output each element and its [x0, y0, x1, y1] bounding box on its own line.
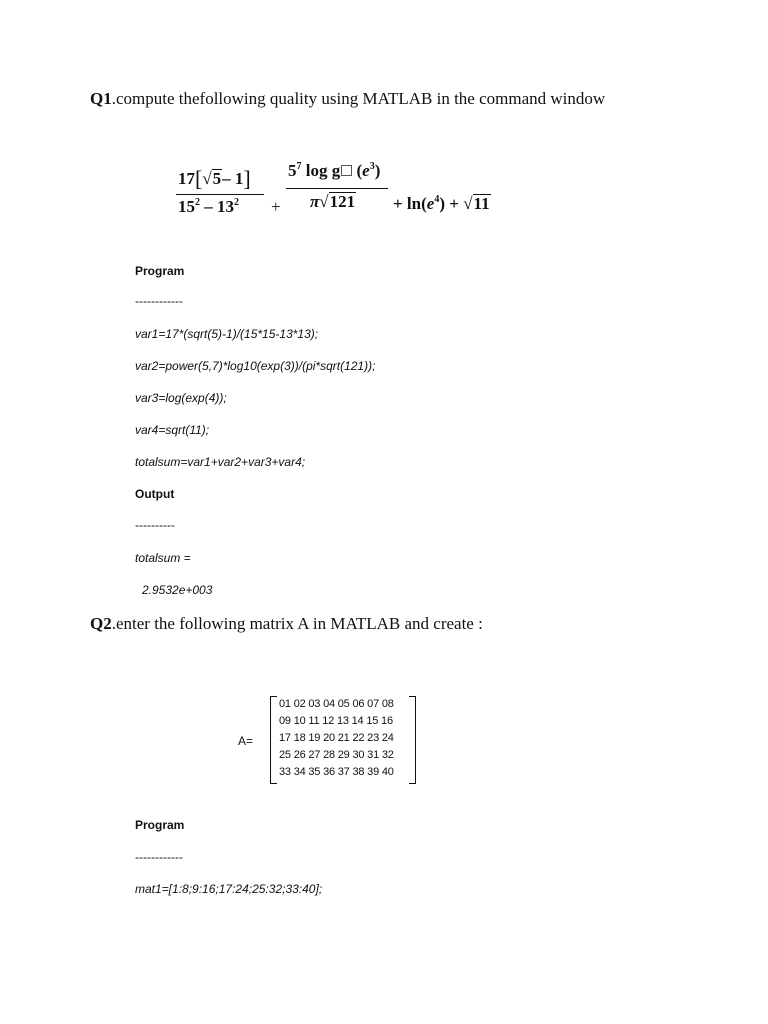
matrix-a — [270, 696, 416, 784]
code-line: var2=power(5,7)*log10(exp(3))/(pi*sqrt(121)); — [135, 359, 376, 373]
term2-denominator — [310, 192, 356, 212]
term1-root: 5 — [212, 169, 222, 188]
q1-number: Q1 — [90, 89, 112, 108]
pi-symbol: π — [310, 192, 320, 211]
q2-heading — [90, 614, 483, 634]
code-line: mat1=[1:8;9:16;17:24;25:32;33:40]; — [135, 882, 323, 896]
term3-close: ) + — [439, 194, 459, 213]
sqrt-symbol: √ — [202, 169, 212, 188]
term3-term4 — [393, 194, 491, 214]
term2-root: 121 — [329, 192, 356, 211]
plus-sign: + — [271, 197, 281, 216]
matrix-row: 17 18 19 20 21 22 23 24 — [279, 732, 394, 744]
q1-output-heading: Output — [135, 487, 175, 501]
q1-program-divider: ------------ — [135, 294, 183, 308]
left-bracket — [270, 696, 277, 784]
matrix-row: 01 02 03 04 05 06 07 08 — [279, 698, 394, 710]
exponent: 2 — [234, 197, 239, 208]
output-value: 2.9532e+003 — [142, 583, 213, 597]
q1-program-heading: Program — [135, 264, 185, 278]
code-line: var3=log(exp(4)); — [135, 391, 227, 405]
term4-root: 11 — [473, 194, 490, 213]
code-line: totalsum=var1+var2+var3+var4; — [135, 455, 306, 469]
matrix-label: A= — [238, 734, 254, 748]
term1-den-a: 15 — [178, 197, 195, 216]
q2-program-divider: ------------ — [135, 850, 183, 864]
matrix-row: 33 34 35 36 37 38 39 40 — [279, 766, 394, 778]
exponent: 2 — [195, 197, 200, 208]
q2-text: .enter the following matrix A in MATLAB and create : — [111, 614, 483, 633]
q1-output-divider: ---------- — [135, 518, 175, 532]
term1-denominator — [178, 197, 239, 217]
right-bracket — [409, 696, 416, 784]
term3-e: e — [426, 194, 435, 213]
q1-text: .compute thefollowing quality using MATLAB in the command window — [111, 89, 606, 108]
matrix-rows — [279, 696, 394, 781]
term1-coefficient: 17 — [178, 169, 195, 188]
term2-log: log g — [305, 161, 341, 180]
term2-base: 5 — [288, 161, 297, 180]
matrix-row: 25 26 27 28 29 30 31 32 — [279, 749, 394, 761]
q2-number: Q2 — [90, 614, 112, 633]
term2-e-exponent: 3 — [369, 161, 375, 172]
term2-e: e — [362, 161, 370, 180]
code-line: var1=17*(sqrt(5)-1)/(15*15-13*13); — [135, 327, 319, 341]
sqrt-symbol: √ — [463, 194, 473, 213]
term2-fraction-bar — [286, 188, 388, 189]
q1-heading — [90, 89, 605, 109]
term2-exponent: 7 — [296, 161, 302, 172]
term1-minus-one: – 1 — [222, 169, 244, 188]
q2-program-heading: Program — [135, 818, 185, 832]
missing-glyph-icon — [341, 165, 352, 176]
term2-numerator: $5^7$ log g $(e^3)$ — [288, 161, 381, 180]
code-line: var4=sqrt(11); — [135, 423, 210, 437]
sqrt-symbol: √ — [319, 192, 329, 211]
term3-exponent: 4 — [434, 194, 440, 205]
term1-den-b: – 13 — [204, 197, 234, 216]
output-label: totalsum = — [135, 551, 191, 565]
matrix-row: 09 10 11 12 13 14 15 16 — [279, 715, 393, 727]
term1-fraction-bar — [176, 194, 264, 195]
term1-numerator: 17[√5– 1] — [178, 166, 251, 191]
term3-ln: + ln( — [393, 194, 427, 213]
